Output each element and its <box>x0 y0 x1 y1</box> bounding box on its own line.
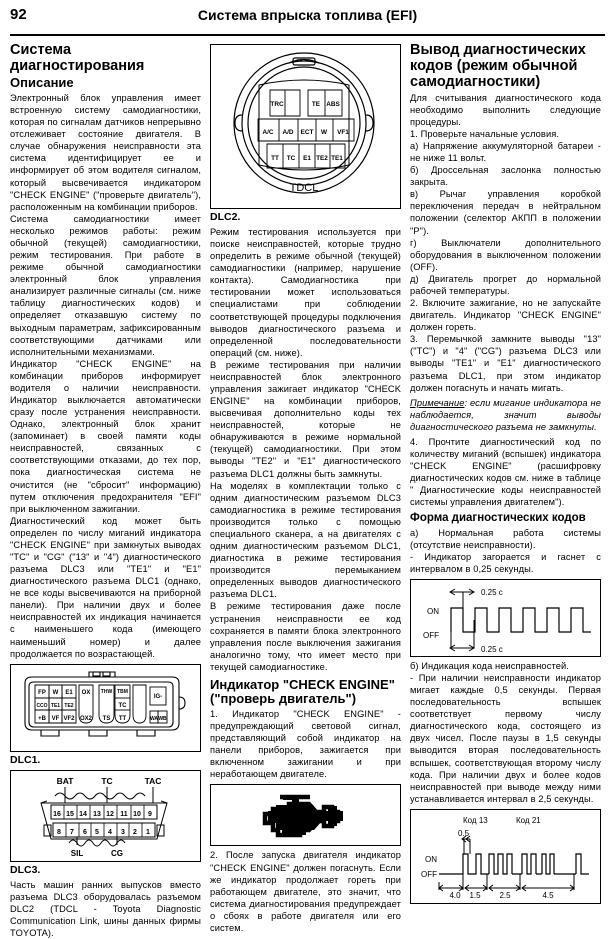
page-number: 92 <box>10 6 27 23</box>
svg-text:TE2: TE2 <box>316 155 328 162</box>
svg-text:CCO: CCO <box>36 702 48 709</box>
waveform-a-on-label: ON <box>427 606 439 616</box>
svg-text:12: 12 <box>106 810 114 818</box>
dlc3-caption: DLC3. <box>10 863 41 876</box>
waveform-b-interval-3: 2.5 <box>499 890 511 900</box>
waveform-fault-code-drawing <box>411 810 597 902</box>
svg-text:11: 11 <box>120 810 128 818</box>
waveform-b-interval-2: 1.5 <box>469 890 481 900</box>
svg-text:WA: WA <box>149 715 159 722</box>
svg-text:W: W <box>52 689 59 696</box>
svg-text:BAT: BAT <box>56 775 74 786</box>
right-step-1e: д) Двигатель прогрет до нормальной рабочей температуры. <box>410 273 601 296</box>
svg-text:VF: VF <box>51 715 60 722</box>
dlc3-connector-drawing <box>11 771 197 861</box>
right-column <box>410 40 601 939</box>
svg-text:9: 9 <box>148 810 152 818</box>
svg-text:TE2: TE2 <box>64 702 74 709</box>
svg-text:TT: TT <box>118 715 127 722</box>
waveform-b-interval-1: 4.0 <box>449 890 461 900</box>
waveform-b-pulse-label: 0.5 <box>458 828 470 838</box>
svg-text:TC: TC <box>101 775 113 786</box>
left-paragraph-4: Диагностический код может быть определен по числу миганий индикатора "CHECK ENGINE" при замкнутых выводах "TC" и "CG" ("13" и "4") диагностического разъема DLC3 или "TE1" и "E1" диагностического разъема DLC1 (однако, не все коды высвечиваются на приборной панели). При наличии двух и более неисправностей их индикация начинается с наименьшего кода (имеющего наименьший номер) и далее продолжается по возрастающей. <box>10 515 201 659</box>
form-a-title: а) Нормальная работа системы (отсутствие неисправности). <box>410 527 601 550</box>
svg-text:TBM: TBM <box>117 688 128 695</box>
note-label: Примечание <box>410 397 465 408</box>
svg-text:CG: CG <box>111 848 123 858</box>
right-step-3: 3. Перемычкой замкните выводы "13" ("TC") и "4" ("CG") разъема DLC3 или выводы "TE1" и "E1" диагностического разъема DLC1, при этом индикатор должен погаснуть и начать мигать. <box>410 334 601 393</box>
svg-text:2: 2 <box>133 828 137 836</box>
right-intro: Для считывания диагностического кода необходимо выполнить следующие процедуры. <box>410 92 601 127</box>
svg-text:7: 7 <box>70 828 74 836</box>
svg-text:5: 5 <box>95 828 99 836</box>
middle-paragraph-1: Режим тестирования используется при поиске неисправностей, которые трудно определить в режиме обычной (текущей) самодиагностики (например, нарушение контакта). Самодиагностика при тестировании может использоваться специалистами при соблюдении соответствующей процедуры подключения выводов диагностического разъема и определенной последовательности операций (см. ниже). <box>210 227 401 358</box>
form-b-text: - При наличии неисправности индикатор мигает каждые 0,5 секунды. Первая последовательность вспышек соответствует первому числу диагностического кода, состоящего из двух чисел. После паузы в 1,5 секунды выводится вторая последовательность вспышек, соответствующая второму числу кода. При наличии двух и более кодов неисправностей при выводе между ними устанавливается интервал в 2,5 секунды. <box>410 672 601 804</box>
left-paragraph-3: Индикатор "CHECK ENGINE" на комбинации приборов информирует водителя о наличии неисправности. Индикатор выключается автоматически сразу после устранения неисправности. Однако, электронный блок хранит (запоминает) в своей памяти коды неисправностей, связанных с соответствующими отказами, до тех пор, пока диагностическая система не очистится (не "сбросит" информацию) путем отключения предохранителя "EFI" при выключенном зажигании. <box>10 358 201 514</box>
form-a-text: - Индикатор загорается и гаснет с интервалом в 0,25 секунды. <box>410 551 601 574</box>
svg-text:W: W <box>320 129 328 136</box>
tdcl-label: TDCL <box>289 182 319 194</box>
svg-text:WB: WB <box>158 715 167 722</box>
svg-text:TRC: TRC <box>270 101 284 108</box>
dlc3-connector-figure <box>10 770 201 862</box>
right-step-4: 4. Прочтите диагностический код по количеству миганий (вспышек) индикатора "CHECK ENGINE" (расшифровку диагностических кодов см. ниже в таблице " Диагностические коды неисправностей системы управления двигателем"). <box>410 436 601 508</box>
left-footnote: Часть машин ранних выпусков вместо разъема DLC3 оборудовалась разъемом DLC2 (TDCL - Toyota Diagnostic Communication Link, шины данных фирмы TOYOTA). <box>10 879 201 938</box>
svg-text:8: 8 <box>57 828 61 836</box>
svg-text:VF1: VF1 <box>337 129 349 136</box>
check-engine-item-2: 2. После запуска двигателя индикатор "CHECK ENGINE" должен погаснуть. Если же индикатор продолжает гореть при работающем двигателе, это значит, что система диагностирования предупреждает о сбоях в работе двигателя или его систем. <box>210 850 401 933</box>
waveform-a-off-label: OFF <box>423 630 439 640</box>
form-b-title: б) Индикация кода неисправностей. <box>410 660 569 671</box>
svg-text:E1: E1 <box>65 689 73 696</box>
subheading-description: Описание <box>10 75 74 91</box>
waveform-b-code1-label: Код 13 <box>463 815 488 825</box>
right-step-1a: а) Напряжение аккумуляторной батареи - не ниже 11 вольт. <box>410 141 601 164</box>
waveform-fault-code-figure <box>410 809 601 904</box>
svg-text:6: 6 <box>83 828 87 836</box>
svg-text:TE1: TE1 <box>50 702 61 709</box>
svg-text:TAC: TAC <box>144 775 162 786</box>
section-heading-diagnostics: Система диагностирования <box>10 42 145 75</box>
middle-paragraph-2: В режиме тестирования при наличии неисправностей блок электронного управления зажигает индикатор "CHECK ENGINE" на комбинации приборов, высвечивая дополнительно коды тех неисправностей, которые не обнаруживаются в режиме нормальной (текущей) самодиагностики. При этом выводы "TE2" и "E1" диагностического разъема DLC1 должны быть замкнуты. <box>210 359 401 479</box>
right-step-1c: в) Рычаг управления коробкой переключения передач в нейтральном положении (селектор АКПП в положении "P"). <box>410 189 601 236</box>
page-title: Система впрыска топлива (EFI) <box>197 7 418 23</box>
dlc1-caption: DLC1. <box>10 753 41 766</box>
left-column <box>10 40 201 939</box>
svg-text:+B: +B <box>38 715 46 722</box>
svg-text:OX2: OX2 <box>79 715 93 722</box>
heading-diagnostic-codes-output: Вывод диагностических кодов (режим обычной самодиагностики) <box>410 42 586 91</box>
dlc2-connector-drawing <box>211 45 397 207</box>
dlc3-top-labels <box>57 776 162 786</box>
svg-text:TC: TC <box>118 702 127 709</box>
waveform-b-off-label: OFF <box>421 869 437 879</box>
dlc1-pin-labels <box>36 689 167 722</box>
check-engine-icon-figure <box>210 784 401 846</box>
right-step-1: 1. Проверьте начальные условия. <box>410 128 560 139</box>
svg-text:VF2: VF2 <box>63 715 75 722</box>
heading-code-form: Форма диагностических кодов <box>410 512 586 525</box>
left-paragraph-1: Электронный блок управления имеет встроенную систему самодиагностики, которая по сигналам датчиков непрерывно отслеживает состояние двигателя. В случае обнаружения неисправности эта система идентифицирует ее и информирует об этом водителя сигналом, который высвечивается индикатором "CHECK ENGINE" ("проверьте двигатель"), расположенным на комбинации приборов. <box>10 93 201 212</box>
check-engine-item-1: 1. Индикатор "CHECK ENGINE" - предупреждающий световой сигнал, представляющий собой индикатор на панели приборов, зажигается при включенном зажигании и при неработающем двигателе. <box>210 708 401 780</box>
note-text: : если мигание индикатора не наблюдается, значит выводы диагностического разъема не замкнуты. <box>410 397 601 432</box>
svg-text:ECT: ECT <box>300 129 314 136</box>
heading-check-engine: Индикатор "CHECK ENGINE" ("проверь двигатель") <box>210 676 395 707</box>
svg-text:14: 14 <box>79 810 87 818</box>
right-step-2: 2. Включите зажигание, но не запускайте двигатель. Индикатор "CHECK ENGINE" должен гореть. <box>410 298 601 333</box>
waveform-b-on-label: ON <box>425 854 437 864</box>
middle-paragraph-3: На моделях в комплектации только с одним диагностическим разъемом DLC3 самодиагностика в режиме тестирования производится только с помощью специального сканера, а на двигателях с одним диагностическим разъемом DLC1, диагностика в режиме тестирования производится перемыканием определенных выводов диагностического разъема DLC1. <box>210 480 401 600</box>
svg-text:13: 13 <box>93 810 101 818</box>
dlc1-connector-drawing <box>11 665 197 751</box>
svg-text:TS: TS <box>102 715 111 722</box>
middle-paragraph-4: В режиме тестирования даже после устранения неисправности ее код сохраняется в памяти блока электронного управления после выключения зажигания аналогично тому, что имеет место при текущей самодиагностике. <box>210 601 401 672</box>
left-paragraph-2: Система самодиагностики имеет несколько режимов работы: режим обычной (текущей) самодиагностики, режим тестирования. При работе в режиме обычной самодиагностики электронный блок управления анализирует различные сигналы (см. ниже таблицу диагностических кодов) и определяет отказавшую систему по выходным параметрам, зафиксированным соответствующими датчиками или исполнительными механизмами. <box>10 213 201 357</box>
svg-text:THW: THW <box>100 688 113 695</box>
right-step-1b: б) Дроссельная заслонка полностью закрыта. <box>410 165 601 188</box>
right-note <box>410 397 601 433</box>
svg-text:SIL: SIL <box>70 848 84 858</box>
svg-text:15: 15 <box>66 810 74 818</box>
waveform-normal-drawing <box>411 580 597 656</box>
waveform-normal-figure <box>410 579 601 657</box>
svg-text:OX: OX <box>81 689 91 696</box>
waveform-b-interval-4: 4.5 <box>542 890 554 900</box>
svg-text:10: 10 <box>133 810 141 818</box>
dlc1-connector-figure <box>10 664 201 752</box>
waveform-a-bottom-label: 0.25 с <box>481 644 503 654</box>
svg-text:1: 1 <box>146 828 150 836</box>
dlc2-tdcl-figure <box>210 44 401 209</box>
page-header <box>10 6 605 32</box>
waveform-b-code2-label: Код 21 <box>516 815 541 825</box>
svg-text:16: 16 <box>53 810 61 818</box>
dlc2-pin-labels <box>262 101 349 162</box>
three-column-layout <box>0 36 615 939</box>
svg-text:A/D: A/D <box>282 129 294 136</box>
svg-text:TE: TE <box>311 101 321 108</box>
right-step-1d: г) Выключатели дополнительного оборудования в выключенном положении (OFF). <box>410 237 601 272</box>
svg-text:A/C: A/C <box>262 129 274 136</box>
svg-text:FP: FP <box>38 689 46 696</box>
svg-text:E1: E1 <box>303 155 311 162</box>
check-engine-icon <box>246 789 366 841</box>
svg-text:TC: TC <box>286 155 296 162</box>
middle-column <box>210 40 401 939</box>
svg-text:TT: TT <box>271 155 279 162</box>
waveform-a-top-label: 0.25 с <box>481 587 503 597</box>
svg-text:4: 4 <box>108 828 112 836</box>
svg-text:IG-: IG- <box>153 693 163 700</box>
document-page <box>0 6 615 938</box>
dlc2-caption: DLC2. <box>210 211 241 223</box>
svg-text:ABS: ABS <box>326 101 340 108</box>
svg-text:3: 3 <box>121 828 125 836</box>
dlc3-bottom-labels <box>71 849 123 858</box>
svg-text:TE1: TE1 <box>331 155 343 162</box>
